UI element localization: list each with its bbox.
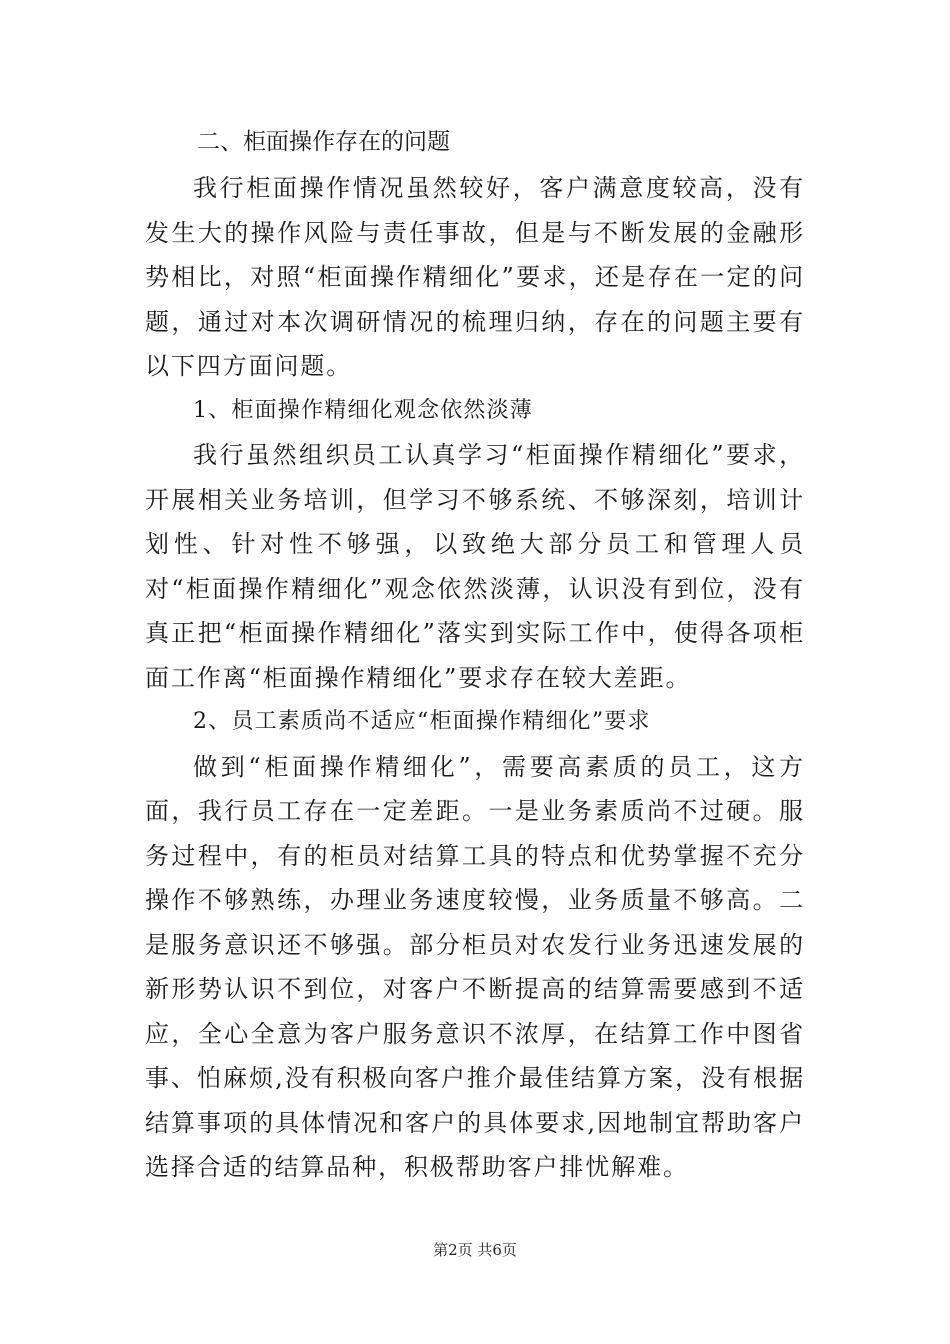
document-body [145,122,805,1190]
paragraph-staff-quality: 做到“柜面操作精细化”，需要高素质的员工，这方面，我行员工存在一定差距。一是业务素质尚不过硬。服务过程中，有的柜员对结算工具的特点和优势掌握不充分操作不够熟练，办理业务速度较慢，业务质量不够高。二是服务意识还不够强。部分柜员对农发行业务迅速发展的新形势认识不到位，对客户不断提高的结算需要感到不适应，全心全意为客户服务意识不浓厚，在结算工作中图省事、怕麻烦,没有积极向客户推介最佳结算方案，没有根据结算事项的具体情况和客户的具体要求,因地制宜帮助客户选择合适的结算品种，积极帮助客户排忧解难。 [145,752,805,1181]
section-heading: 二、柜面操作存在的问题 [197,129,450,155]
subheading-2: 2、员工素质尚不适应“柜面操作精细化”要求 [193,709,651,734]
page-number-footer: 第2页 共6页 [433,1241,517,1259]
paragraph-overview: 我行柜面操作情况虽然较好，客户满意度较高，没有发生大的操作风险与责任事故，但是与不断发展的金融形势相比，对照“柜面操作精细化”要求，还是存在一定的问题，通过对本次调研情况的梳理归纳，存在的问题主要有以下四方面问题。 [145,174,805,380]
subheading-1: 1、柜面操作精细化观念依然淡薄 [193,397,533,423]
paragraph-concept: 我行虽然组织员工认真学习“柜面操作精细化”要求，开展相关业务培训，但学习不够系统、不够深刻，培训计划性、针对性不够强，以致绝大部分员工和管理人员对“柜面操作精细化”观念依然淡薄，认识没有到位，没有真正把“柜面操作精细化”落实到实际工作中，使得各项柜面工作离“柜面操作精细化”要求存在较大差距。 [145,441,805,692]
